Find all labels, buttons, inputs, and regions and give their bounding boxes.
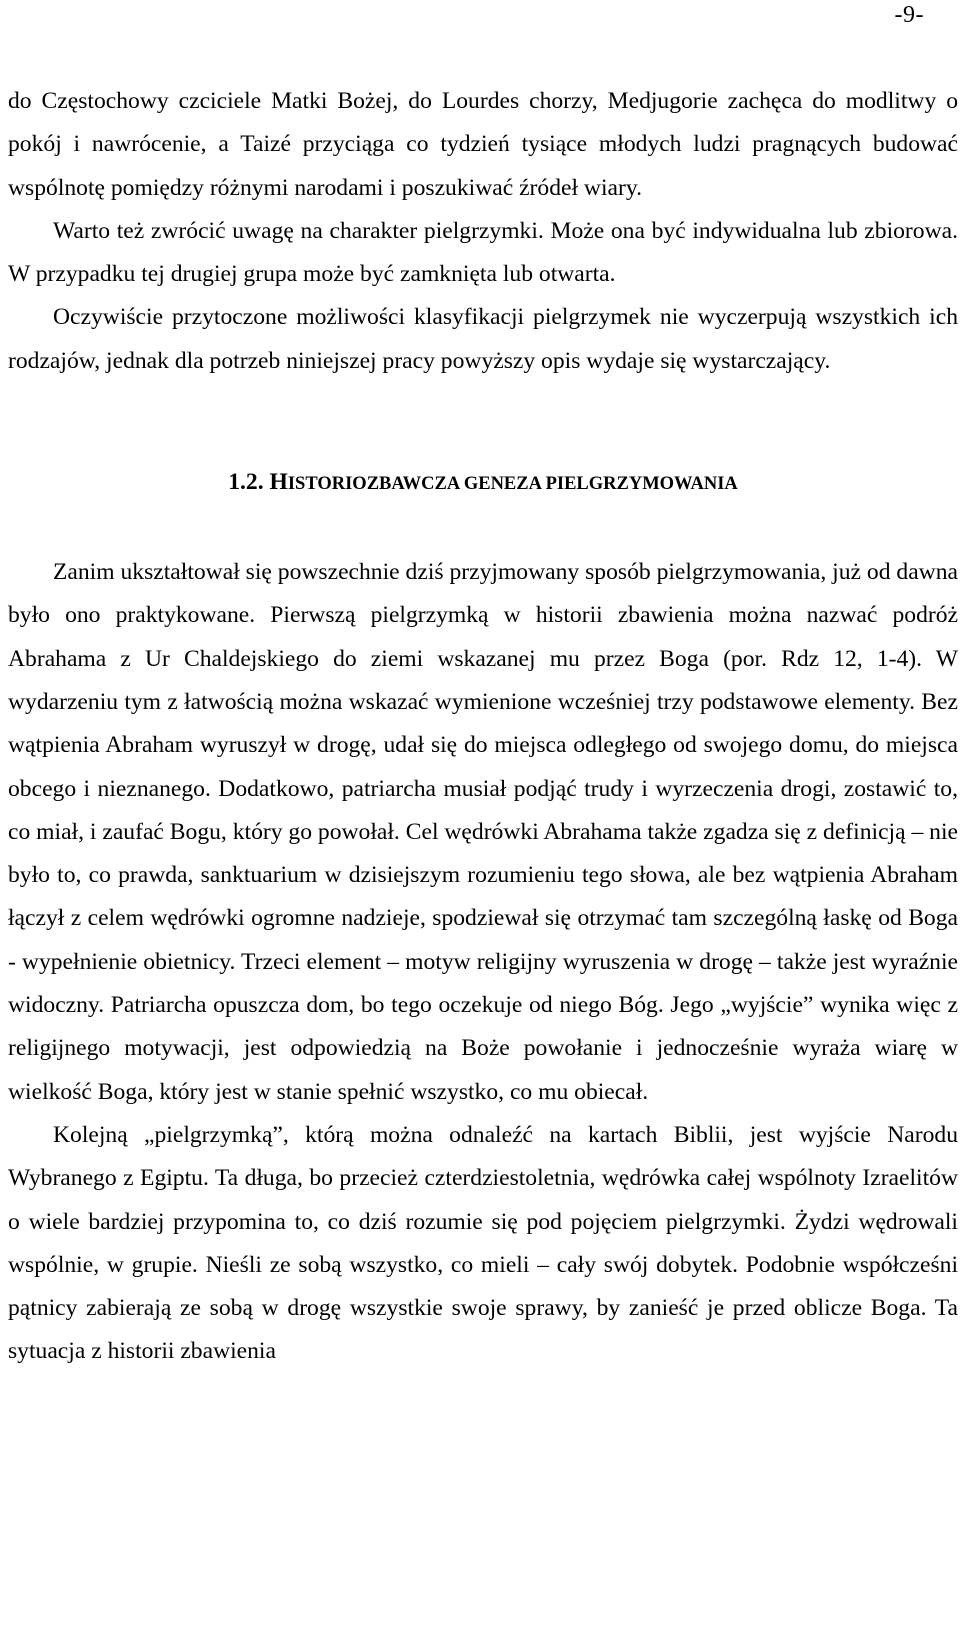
paragraph-pilgrimage-character: Warto też zwrócić uwagę na charakter pielgrzymki. Może ona być indywidualna lub zbiorowa. W przypadku tej drugiej grupa może być zamknięta lub otwarta. [8, 217, 958, 288]
spacer [8, 383, 958, 467]
paragraph-continuation: do Częstochowy czciciele Matki Bożej, do Lourdes chorzy, Medjugorie zachęca do modlitwy o pokój i nawrócenie, a Taizé przyciąga co tydzień tysiące młodych ludzi pragnących budować wspólnotę pomiędzy różnymi narodami i poszukiwać źródeł wiary. [8, 88, 958, 201]
paragraph-exodus: Kolejną „pielgrzymką”, którą można odnaleźć na kartach Biblii, jest wyjście Narodu Wybranego z Egiptu. Ta długa, bo przecież czterdziestoletnia, wędrówka całej wspólnoty Izraelitów o wiele bardziej przypomina to, co dziś rozumie się pod pojęciem pielgrzymki. Żydzi wędrowali wspólnie, w grupie. Nieśli ze sobą wszystko, co mieli – cały swój dobytek. Podobnie współcześni pątnicy zabierają ze sobą w drogę wszystkie swoje sprawy, by zanieść je przed oblicze Boga. Ta sytuacja z historii zbawienia [8, 1121, 958, 1365]
section-number: 1.2. [228, 469, 264, 496]
section-title-initial: H [269, 469, 288, 496]
paragraph-classification-summary: Oczywiście przytoczone możliwości klasyfikacji pielgrzymek nie wyczerpują wszystkich ich rodzajów, jednak dla potrzeb niniejszej pracy powyższy opis wydaje się wystarczający. [8, 304, 958, 374]
paragraph-abraham: Zanim ukształtował się powszechnie dziś przyjmowany sposób pielgrzymowania, już od dawna było ono praktykowane. Pierwszą pielgrzymką w historii zbawienia można nazwać podróż Abrahama z Ur Chaldejskiego do ziemi wskazanej mu przez Boga (por. Rdz 12, 1-4). W wydarzeniu tym z łatwością można wskazać wymienione wcześniej trzy podstawowe elementy. Bez wątpienia Abraham wyruszył w drogę, udał się do miejsca odległego od swojego domu, do miejsca obcego i nieznanego. Dodatkowo, patriarcha musiał podjąć trudy i wyrzeczenia drogi, zostawić to, co miał, i zaufać Bogu, który go powołał. Cel wędrówki Abrahama także zgadza się z definicją – nie było to, co prawda, sanktuarium w dzisiejszym rozumieniu tego słowa, ale bez wątpienia Abraham łączył z celem wędrówki ogromne nadzieje, spodziewał się otrzymać tam szczególną łaskę od Boga - wypełnienie obietnicy. Trzeci element – motyw religijny wyruszenia w drogę – także jest wyraźnie widoczny. Patriarcha opuszcza dom, bo tego oczekuje od niego Bóg. Jego „wyjście” wynika więc z religijnego motywacji, jest odpowiedzią na Boże powołanie i jednocześnie wyraża wiarę w wielkość Boga, który jest w stanie spełnić wszystko, co mu obiecał. [8, 559, 958, 1105]
section-heading [8, 467, 958, 497]
spacer [8, 497, 958, 551]
section-title-rest: ISTORIOZBAWCZA GENEZA PIELGRZYMOWANIA [287, 474, 738, 495]
page-number: -9- [894, 2, 924, 28]
body-text [8, 80, 958, 1374]
section-title [270, 469, 738, 495]
